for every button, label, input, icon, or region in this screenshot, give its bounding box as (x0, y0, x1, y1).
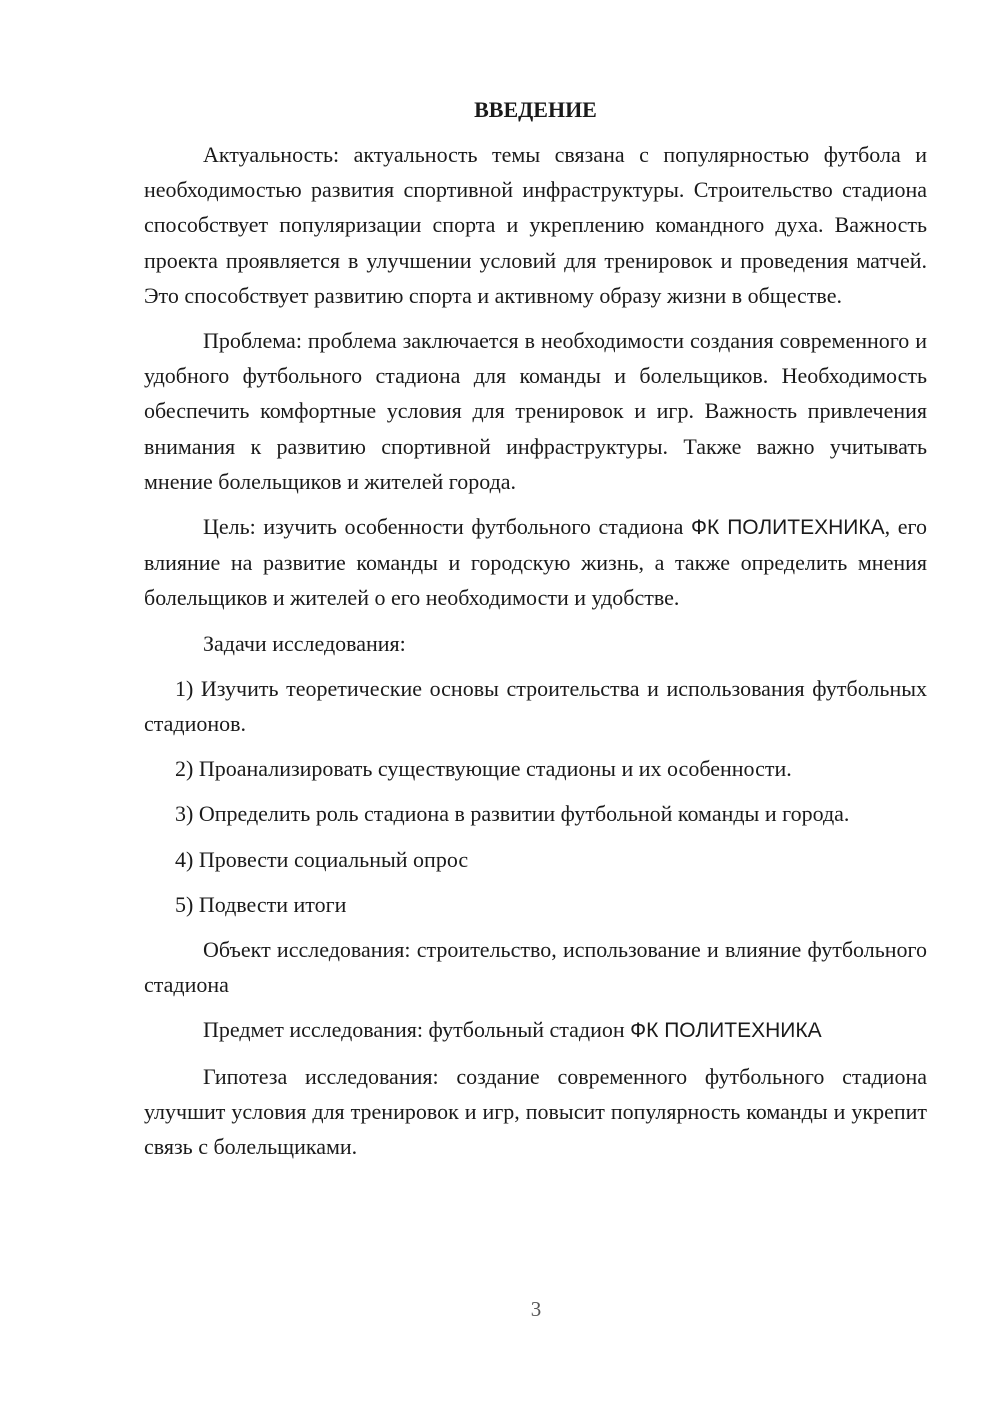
goal-rest: , его влияние на развитие команды и городскую жизнь, а также определить мнения болельщиков и жителей о его необходимости и удобстве. (144, 514, 927, 611)
task-item-4: 4) Провести социальный опрос (175, 846, 469, 872)
goal-paragraph (144, 509, 927, 616)
tasks-heading: Задачи исследования: (203, 630, 406, 656)
task-item-5: 5) Подвести итоги (175, 891, 347, 917)
subject-lead: Предмет исследования: футбольный стадион (203, 1017, 631, 1043)
task-item-3: 3) Определить роль стадиона в развитии футбольной команды и города. (175, 801, 850, 827)
page-title: ВВЕДЕНИЕ (474, 97, 597, 122)
hypothesis-paragraph: Гипотеза исследования: создание современного футбольного стадиона улучшит условия для тренировок и игр, повысит популярность команды и укрепит связь с болельщиками. (144, 1063, 927, 1160)
task-item-1: 1) Изучить теоретические основы строительства и использования футбольных стадионов. (144, 675, 927, 737)
subject-paragraph (144, 1012, 927, 1048)
object-paragraph: Объект исследования: строительство, использование и влияние футбольного стадиона (144, 937, 927, 998)
document-body (144, 92, 927, 1164)
task-item-2: 2) Проанализировать существующие стадионы и их особенности. (175, 756, 792, 782)
relevance-paragraph: Актуальность: актуальность темы связана с популярностью футбола и необходимостью развития спортивной инфраструктуры. Строительство стадиона способствует популяризации спорта и укреплению командного духа. Важность проекта проявляется в улучшении условий для тренировок и проведения матчей. Это способствует развитию спорта и активному образу жизни в обществе. (144, 142, 927, 308)
goal-club-name: ФК ПОЛИТЕХНИКА (691, 516, 885, 540)
goal-lead: Цель: изучить особенности футбольного стадиона (203, 514, 692, 540)
subject-club-name: ФК ПОЛИТЕХНИКА (630, 1019, 822, 1043)
page-number: 3 (530, 1297, 542, 1321)
problem-paragraph: Проблема: проблема заключается в необходимости создания современного и удобного футбольного стадиона для команды и болельщиков. Необходимость обеспечить комфортные условия для тренировок и игр. Важность привлечения внимания к развитию спортивной инфраструктуры. Также важно учитывать мнение болельщиков и жителей города. (144, 328, 927, 494)
